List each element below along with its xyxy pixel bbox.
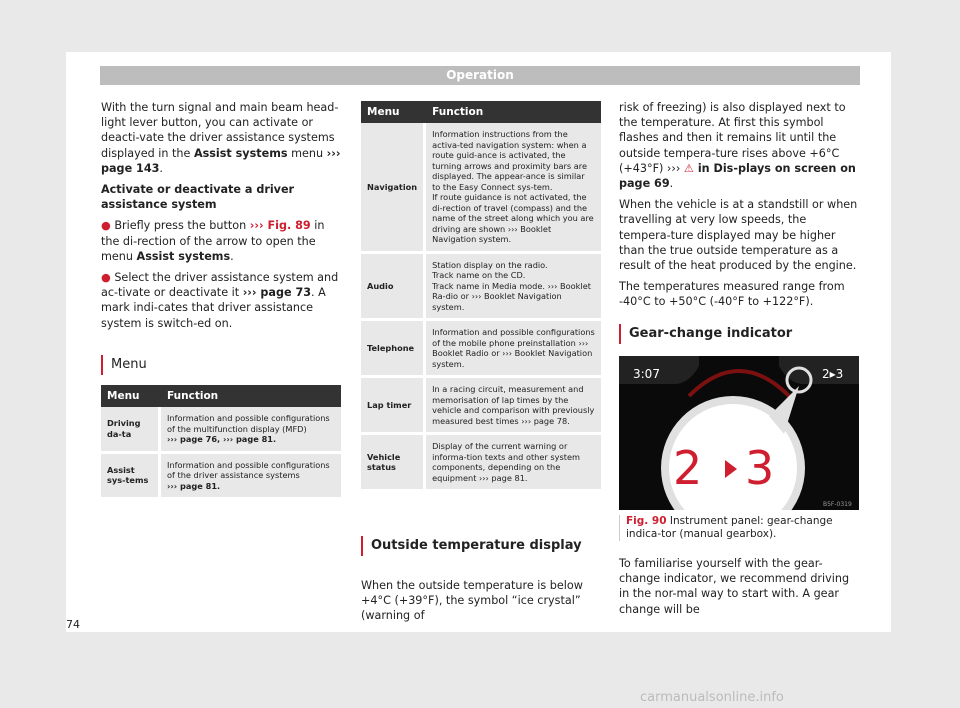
range-paragraph: The temperatures measured range from -40°C to +50°C (-40°F to +122°F). [619,280,845,309]
table-row: Assist sys-tems Information and possible configurations of the driver assistance systems ››› page 81. [101,454,341,501]
column-left [101,100,341,375]
section-banner: Operation [100,66,860,85]
fig-link[interactable]: ››› Fig. 89 [249,219,311,233]
big-gear-to: 3 [745,441,775,495]
subheading: Activate or deactivate a driver assistance system [101,183,295,212]
table-row: Audio Station display on the radio. Track name on the CD. Track name in Media mode. ››› Booklet Ra-dio or ››› Booklet Navigation system. [361,254,601,322]
figure-gear-indicator [619,356,859,510]
figure-code: B5F-0319 [823,501,852,508]
menu-heading: Menu [101,355,341,375]
table-row: Telephone Information and possible configurations of the mobile phone preinstallation ››› Booklet Radio or ››› Booklet Navigation system. [361,321,601,378]
table-row: Vehicle status Display of the current warning or informa-tion texts and other system components, depending on the equipment ››› page 81. [361,435,601,492]
table-row: Driving da-ta Information and possible configurations of the multifunction display (MFD) ››› page 76, ››› page 81. [101,407,341,454]
menu-table-1 [101,385,341,500]
table-row: Navigation Information instructions from the activa-ted navigation system: when a route guid-ance is activated, the turning arrows and proximity bars are displayed. The appear-ance is similar to the Easy Connect sys-tem. If route guidance is not activated, the di-rection of travel (compass) and the name of the street along which you are driving are shown ››› Booklet Navigation system. [361,123,601,254]
page-link[interactable]: ››› page 143 [101,146,341,175]
menu-table-2 [361,101,601,492]
instrument-panel-image [619,356,859,510]
bullet-item: ● Briefly press the button ››› Fig. 89 in the di-rection of the arrow to open the menu Assist systems. [101,219,325,263]
outside-temp-heading: Outside temperature display [361,536,611,556]
warning-icon: ⚠ [683,161,694,175]
standstill-paragraph: When the vehicle is at a standstill or when travelling at very low speeds, the tempera-ture displayed may be higher than the true outside temperature as a result of the heat produced by the engine. [619,198,858,273]
time-label: 3:07 [633,367,660,381]
table-header: Menu [361,101,426,123]
column-right [619,100,859,344]
small-gear-label: 2▸3 [822,367,844,381]
outside-temp-text: When the outside temperature is below +4°C (+39°F), the symbol “ice crystal” (warning of [361,579,583,623]
table-header: Menu [101,385,161,407]
page-number: 74 [66,618,80,631]
gear-change-text: To familiarise yourself with the gear-change indicator, we recommend driving in the nor-mal way to start with. A gear change will be [619,557,850,616]
gear-change-heading: Gear-change indicator [619,324,859,344]
bullet-icon: ● [101,271,115,285]
temp-paragraph: risk of freezing) is also displayed next to the temperature. At first this symbol flashes and then it remains lit until the outside tempera-ture rises above +6°C (+43°F) ››› ⚠ in Dis-plays on screen on page 69. [619,101,856,191]
table-header: Function [161,385,341,407]
intro-paragraph: With the turn signal and main beam head-light lever button, you can activate or deacti-vate the driver assistance systems displayed in the Assist systems menu ››› page 143. [101,101,341,175]
table-header: Function [426,101,601,123]
bullet-item: ● Select the driver assistance system and ac-tivate or deactivate it ››› page 73. A mark indi-cates that driver assistance system is switch-ed on. [101,271,339,330]
big-gear-from: 2 [673,441,703,495]
bullet-icon: ● [101,219,115,233]
table-row: Lap timer In a racing circuit, measurement and memorisation of lap times by the vehicle and comparison with previously measured best times ››› page 78. [361,378,601,435]
page-link[interactable]: ››› page 73 [242,286,312,300]
figure-caption: Fig. 90 Instrument panel: gear-change indica-tor (manual gearbox). [619,515,866,541]
watermark: carmanualsonline.info [640,690,784,705]
